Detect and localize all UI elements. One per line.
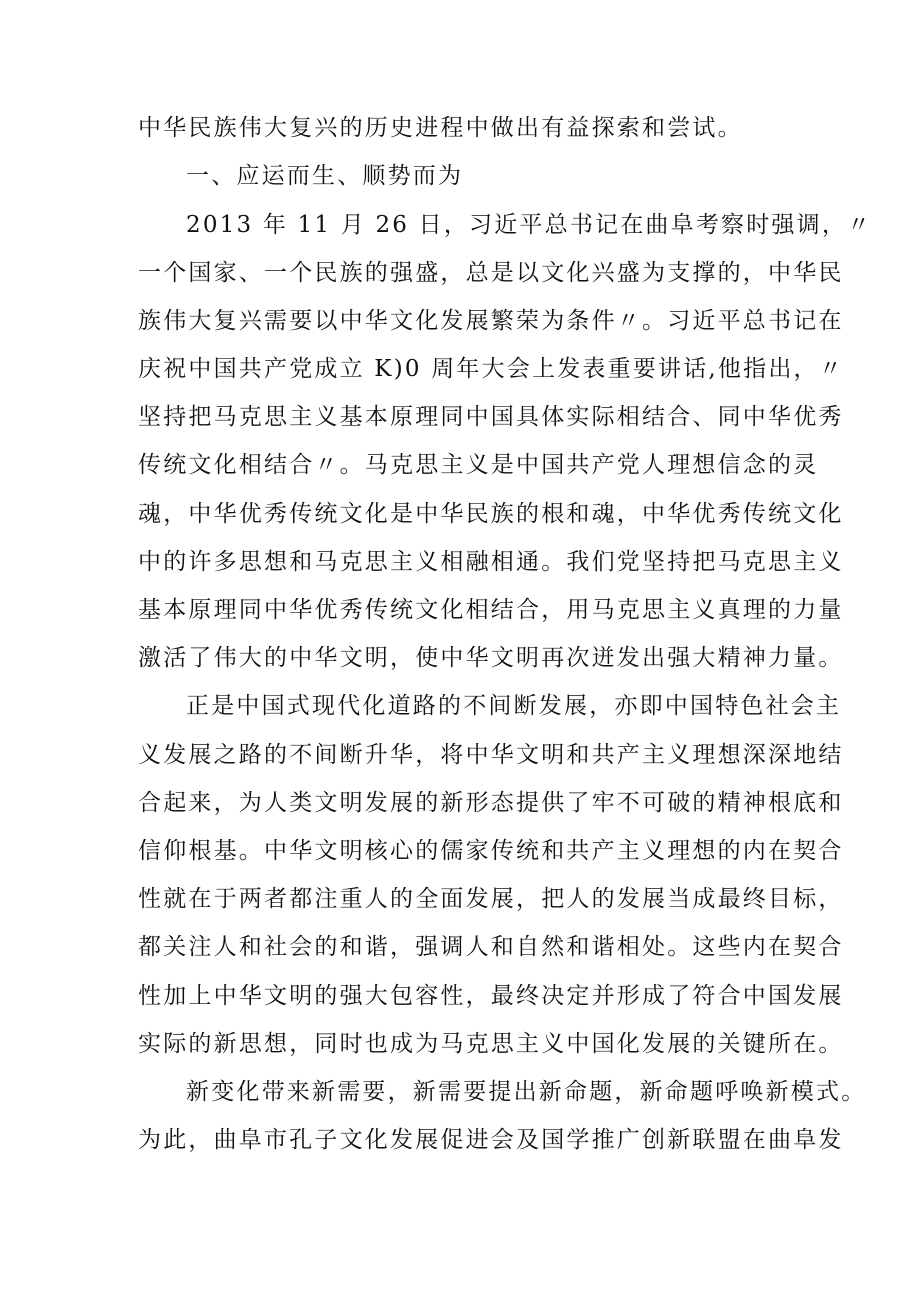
- text-line-3: 2013 年 11 月 26 日，习近平总书记在曲阜考察时强调，〃: [186, 212, 873, 238]
- text-line-20: 实际的新思想，同时也成为马克思主义中国化发展的关键所在。: [138, 1031, 844, 1057]
- text-line-16: 信仰根基。中华文明核心的儒家传统和共产主义理想的内在契合: [138, 838, 844, 864]
- text-line-5: 族伟大复兴需要以中华文化发展繁荣为条件〃。习近平总书记在: [138, 308, 844, 334]
- text-line-13: 正是中国式现代化道路的不间断发展，亦即中国特色社会主: [186, 693, 842, 719]
- text-line-6: 庆祝中国共产党成立 K)0 周年大会上发表重要讲话,他指出，〃: [138, 356, 844, 382]
- text-line-21: 新变化带来新需要，新需要提出新命题，新命题呼唤新模式。: [186, 1079, 867, 1105]
- text-line-8: 传统文化相结合〃。马克思主义是中国共产党人理想信念的灵: [138, 452, 819, 478]
- text-line-14: 义发展之路的不间断升华，将中华文明和共产主义理想深深地结: [138, 742, 844, 768]
- text-line-1: 中华民族伟大复兴的历史进程中做出有益探索和尝试。: [138, 115, 743, 141]
- text-line-10: 中的许多思想和马克思主义相融相通。我们党坚持把马克思主义: [138, 549, 844, 575]
- text-line-15: 合起来，为人类文明发展的新形态提供了牢不可破的精神根底和: [138, 790, 844, 816]
- text-line-17: 性就在于两者都注重人的全面发展，把人的发展当成最终目标，: [138, 886, 844, 912]
- text-line-12: 激活了伟大的中华文明，使中华文明再次迸发出强大精神力量。: [138, 645, 844, 671]
- section-heading: 一、应运而生、顺势而为: [186, 163, 464, 189]
- text-line-18: 都关注人和社会的和谐，强调人和自然和谐相处。这些内在契合: [138, 934, 844, 960]
- text-line-9: 魂，中华优秀传统文化是中华民族的根和魂，中华优秀传统文化: [138, 501, 844, 527]
- text-line-7: 坚持把马克思主义基本原理同中国具体实际相结合、同中华优秀: [138, 404, 844, 430]
- text-line-19: 性加上中华文明的强大包容性，最终决定并形成了符合中国发展: [138, 983, 844, 1009]
- text-line-11: 基本原理同中华优秀传统文化相结合，用马克思主义真理的力量: [138, 597, 844, 623]
- text-line-22: 为此，曲阜市孔子文化发展促进会及国学推广创新联盟在曲阜发: [138, 1127, 844, 1153]
- text-line-4: 一个国家、一个民族的强盛，总是以文化兴盛为支撑的，中华民: [138, 260, 844, 286]
